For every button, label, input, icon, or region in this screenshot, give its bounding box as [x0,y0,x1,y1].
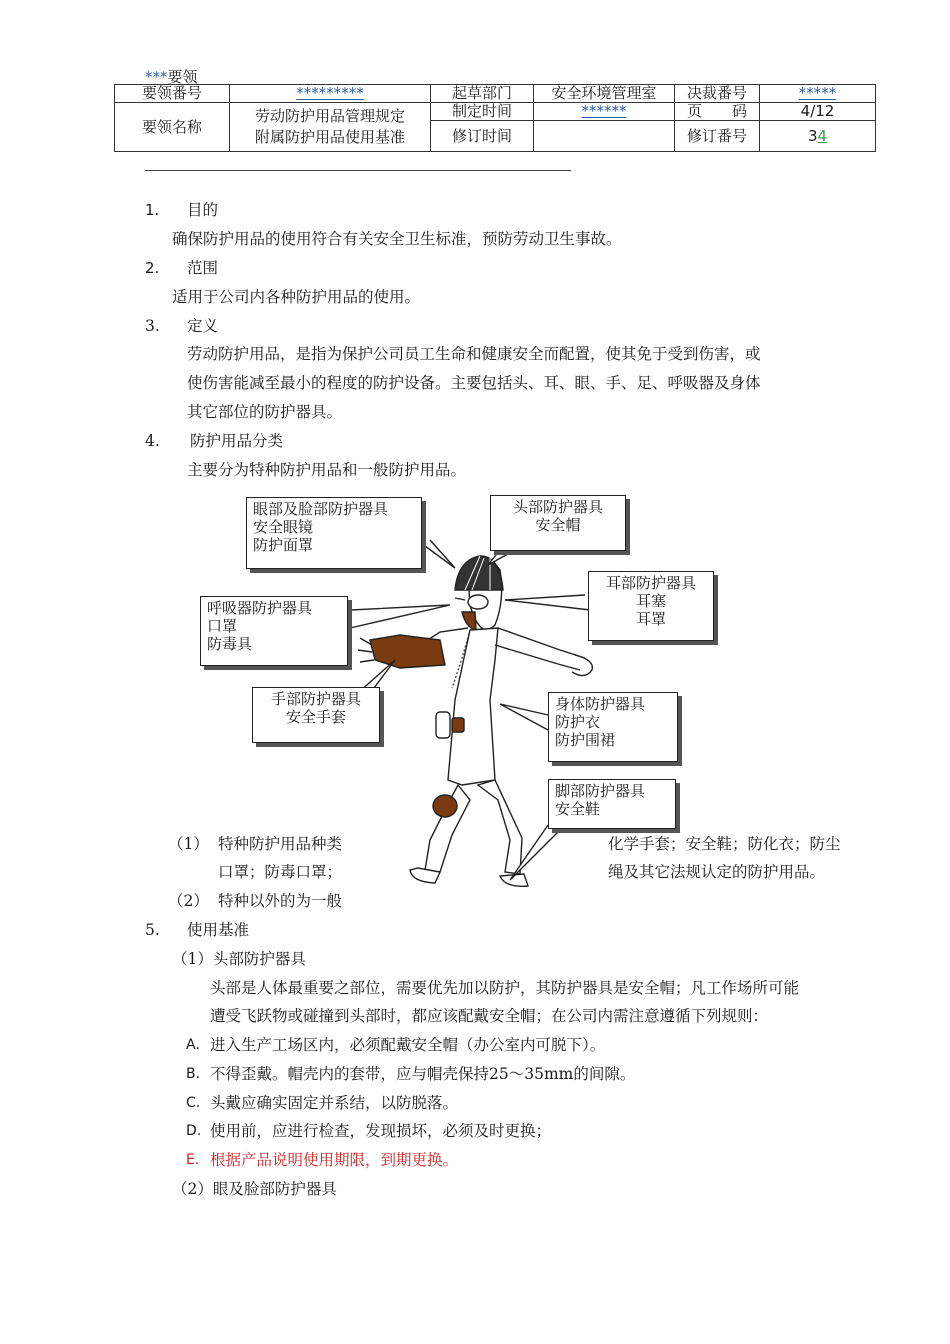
section-5-title: 使用基准 [187,921,250,939]
section-3-line2: 使伤害能减至最小的程度的防护设备。主要包括头、耳、眼、手、足、呼吸器及身体 [187,374,761,392]
label-draft-dept: 起草部门 [431,85,534,103]
figure-leg-right [478,780,522,874]
section-2-text: 适用于公司内各种防护用品的使用。 [172,288,421,306]
section-1-title: 目的 [187,201,219,219]
protective-suit-icon [448,628,498,785]
document-tag-text: 要领 [167,68,198,86]
callout-body-title: 身体防护器具 [555,695,646,713]
callout-respiratory-item2: 防毒具 [207,635,253,653]
callout-ear-title: 耳部防护器具 [605,574,696,592]
doc-name-line1: 劳动防护用品管理规定 [254,107,405,125]
callout-foot [548,779,676,829]
value-page: 4/12 [760,103,876,121]
document-tag-stars: *** [145,68,168,86]
section-4-number: 4. [145,432,160,450]
callout-ear [588,571,714,641]
callout-head [490,495,626,551]
rule-d-letter: D. [186,1123,202,1139]
callout-head-item1: 安全帽 [535,516,581,534]
section-4-item2-part-a: 特种以外的为一般 [218,892,343,910]
rule-b-text: 不得歪戴。帽壳内的套带，应与帽壳保持25～35mm的间隙。 [210,1065,636,1083]
doc-name-line2: 附属防护用品使用基准 [254,128,405,146]
callout-respiratory-item1: 口罩 [207,617,238,635]
section-5-number: 5. [145,921,160,939]
callout-foot-title: 脚部防护器具 [555,782,646,800]
label-doc-name: 要领名称 [115,103,230,152]
section-4-item1-part-b: 化学手套；安全鞋；防化衣；防尘 [608,835,841,853]
callout-ear-item2: 耳罩 [635,610,666,628]
label-revision-date: 修订时间 [431,121,534,152]
glove-icon [370,635,445,668]
section-3-title: 定义 [187,317,219,335]
label-created-date: 制定时间 [431,103,534,121]
section-3-line3: 其它部位的防护器具。 [187,403,343,421]
section-3-number: 3. [145,317,160,335]
respirator-icon [462,612,476,630]
callout-body-item2: 防护围裙 [555,731,616,749]
label-doc-number: 要领番号 [115,85,230,103]
section-1-number: 1. [145,201,160,219]
section-2-number: 2. [145,259,160,277]
callout-ear-item1: 耳塞 [635,592,666,610]
callout-eye-face-item1: 安全眼镜 [253,518,314,536]
label-page: 页 码 [675,103,760,121]
callout-foot-item1: 安全鞋 [555,800,601,818]
rule-c-text: 头戴应确实固定并系结，以防脱落。 [210,1094,459,1112]
revision-number-new: 4 [817,126,828,145]
section-3-line1: 劳动防护用品，是指为保护公司员工生命和健康安全而配置，使其免于受到伤害，或 [187,345,761,363]
rule-a-letter: A. [186,1037,200,1053]
section-4-item2-number: （2） [168,892,209,910]
label-decision-number: 决裁番号 [675,85,760,103]
section-2-title: 范围 [187,259,219,277]
section-4-item1-part-c: 口罩；防毒口罩； [218,863,343,881]
callout-body [548,692,678,762]
value-decision-number: ***** [760,85,876,103]
section-4-item1-part-a: 特种防护用品种类 [218,835,343,853]
callout-respiratory-title: 呼吸器防护器具 [207,599,313,617]
label-revision-number: 修订番号 [675,121,760,152]
section-5-1-title: （1）头部防护器具 [172,950,306,968]
rule-e-letter: E. [186,1152,200,1168]
callout-hand [252,687,380,743]
section-4-text: 主要分为特种防护用品和一般防护用品。 [187,461,467,479]
rule-c-letter: C. [186,1095,201,1111]
value-draft-dept: 安全环境管理室 [534,85,675,103]
section-1-text: 确保防护用品的使用符合有关安全卫生标准，预防劳动卫生事故。 [172,230,622,248]
figure-arm-right [495,628,585,670]
callout-hand-item1: 安全手套 [285,708,346,726]
callout-hand-title: 手部防护器具 [270,690,361,708]
section-4-title: 防护用品分类 [190,432,284,450]
section-5-1-line2: 遭受飞跃物或碰撞到头部时，都应该配戴安全帽；在公司内需注意遵循下列规则： [210,1007,769,1025]
rule-a-text: 进入生产工场区内，必须配戴安全帽（办公室内可脱下）。 [210,1036,606,1054]
rule-e-text: 根据产品说明使用期限，到期更换。 [210,1151,459,1169]
section-4-item1-number: （1） [168,835,209,853]
section-5-2-title: （2）眼及脸部防护器具 [172,1180,337,1198]
callout-eye-face [246,497,422,569]
section-4-item1-part-d: 绳及其它法规认定的防护用品。 [608,863,826,881]
callout-eye-face-item2: 防护面罩 [253,536,314,554]
goggles-icon [468,595,488,609]
callout-body-item1: 防护衣 [555,713,601,731]
value-doc-number: ********* [230,85,431,103]
callout-eye-face-title: 眼部及脸部防护器具 [253,500,389,518]
value-created-date: ****** [534,103,675,121]
section-5-1-line1: 头部是人体最重要之部位，需要优先加以防护，其防护器具是安全帽；凡工作场所可能 [210,979,800,997]
callout-respiratory [200,596,348,666]
rule-d-text: 使用前，应进行检查，发现损坏，必须及时更换； [210,1122,552,1140]
revision-number-old: 3 [807,126,818,145]
callout-head-title: 头部防护器具 [512,498,603,516]
rule-b-letter: B. [186,1066,201,1082]
